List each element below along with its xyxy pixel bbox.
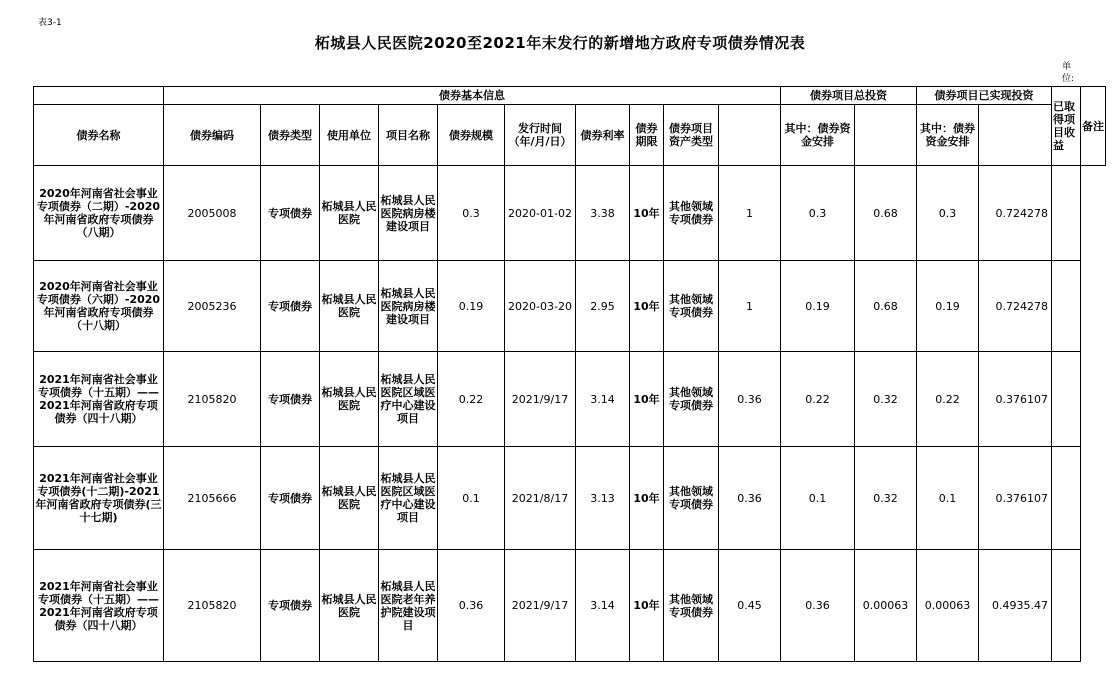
cell-bond-rate: 2.95 [576, 261, 630, 352]
cell-user-unit: 柘城县人民医院 [320, 352, 379, 447]
cell-issue-date: 2020-01-02 [505, 166, 576, 261]
cell-project-name: 柘城县人民医院老年养护院建设项目 [379, 550, 438, 662]
cell-user-unit: 柘城县人民医院 [320, 261, 379, 352]
cell-asset-type: 其他领域专项债券 [664, 261, 719, 352]
cell-asset-type: 其他领域专项债券 [664, 550, 719, 662]
header-bond-scale: 债券规模 [438, 105, 505, 166]
cell-bond-code: 2105820 [164, 550, 261, 662]
cell-user-unit: 柘城县人民医院 [320, 447, 379, 550]
cell-bond-type: 专项债券 [261, 261, 320, 352]
cell-total-bond-funds: 0.36 [781, 550, 855, 662]
cell-total-bond-funds: 0.22 [781, 352, 855, 447]
table-row [34, 261, 1106, 352]
page-title: 柘城县人民医院2020至2021年末发行的新增地方政府专项债券情况表 [314, 34, 806, 52]
header-bond-name: 债券名称 [34, 105, 164, 166]
header-user-unit: 使用单位 [320, 105, 379, 166]
cell-bond-name: 2021年河南省社会事业专项债券（十五期）——2021年河南省政府专项债券（四十八期） [34, 550, 164, 662]
cell-bond-scale: 0.36 [438, 550, 505, 662]
unit-label: 单位: [1062, 62, 1075, 84]
cell-total-investment: 0.36 [719, 447, 781, 550]
cell-bond-scale: 0.19 [438, 261, 505, 352]
header-bond-code: 债券编码 [164, 105, 261, 166]
cell-realized-bond-funds: 0.19 [917, 261, 979, 352]
cell-bond-type: 专项债券 [261, 447, 320, 550]
cell-bond-code: 2005236 [164, 261, 261, 352]
cell-project-name: 柘城县人民医院病房楼建设项目 [379, 166, 438, 261]
cell-bond-rate: 3.14 [576, 352, 630, 447]
header-realized-bond-funds: 其中：债券资金安排 [917, 105, 979, 166]
header-bond-type: 债券类型 [261, 105, 320, 166]
cell-realized-bond-funds: 0.3 [917, 166, 979, 261]
header-issue-date: 发行时间（年/月/日） [505, 105, 576, 166]
cell-remark [1052, 261, 1081, 352]
cell-total-bond-funds: 0.19 [781, 261, 855, 352]
header-total-investment: 债券项目总投资 [781, 87, 917, 105]
cell-realized-bond-funds: 0.1 [917, 447, 979, 550]
cell-realized-bond-funds: 0.22 [917, 352, 979, 447]
cell-bond-name: 2020年河南省社会事业专项债券（二期）-2020年河南省政府专项债券（八期） [34, 166, 164, 261]
header-bond-term: 债券期限 [630, 105, 664, 166]
cell-remark [1052, 550, 1081, 662]
cell-bond-term: 10年 [630, 550, 664, 662]
header-project-name: 项目名称 [379, 105, 438, 166]
sheet-label: 表3-1 [38, 18, 62, 28]
header-blank-cell [34, 87, 164, 105]
cell-bond-rate: 3.14 [576, 550, 630, 662]
cell-bond-term: 10年 [630, 166, 664, 261]
header-asset-type: 债券项目资产类型 [664, 105, 719, 166]
cell-issue-date: 2020-03-20 [505, 261, 576, 352]
header-bond-rate: 债券利率 [576, 105, 630, 166]
cell-total-investment: 0.36 [719, 352, 781, 447]
cell-total-investment: 1 [719, 261, 781, 352]
cell-total-investment: 1 [719, 166, 781, 261]
cell-realized-bond-funds: 0.00063 [917, 550, 979, 662]
cell-bond-name: 2021年河南省社会事业专项债券(十二期)-2021年河南省政府专项债券(三十七期) [34, 447, 164, 550]
cell-bond-name: 2021年河南省社会事业专项债券（十五期）——2021年河南省政府专项债券（四十八期） [34, 352, 164, 447]
header-column-row [34, 105, 1106, 166]
cell-remark [1052, 447, 1081, 550]
cell-income: 0.4935.47 [979, 550, 1052, 662]
header-realized-blank [855, 105, 917, 166]
cell-asset-type: 其他领域专项债券 [664, 166, 719, 261]
cell-user-unit: 柘城县人民医院 [320, 166, 379, 261]
cell-remark [1052, 166, 1081, 261]
header-group-row [34, 87, 1106, 105]
cell-realized-investment: 0.32 [855, 447, 917, 550]
cell-income: 0.724278 [979, 261, 1052, 352]
header-realized-investment: 债券项目已实现投资 [917, 87, 1052, 105]
cell-bond-rate: 3.13 [576, 447, 630, 550]
cell-asset-type: 其他领域专项债券 [664, 447, 719, 550]
cell-bond-type: 专项债券 [261, 352, 320, 447]
cell-user-unit: 柘城县人民医院 [320, 550, 379, 662]
cell-bond-scale: 0.3 [438, 166, 505, 261]
cell-project-name: 柘城县人民医院区域医疗中心建设项目 [379, 447, 438, 550]
cell-total-bond-funds: 0.3 [781, 166, 855, 261]
cell-issue-date: 2021/9/17 [505, 352, 576, 447]
cell-bond-code: 2105666 [164, 447, 261, 550]
table-row [34, 352, 1106, 447]
cell-remark [1052, 352, 1081, 447]
cell-asset-type: 其他领域专项债券 [664, 352, 719, 447]
cell-issue-date: 2021/8/17 [505, 447, 576, 550]
cell-bond-name: 2020年河南省社会事业专项债券（六期）-2020年河南省政府专项债券（十八期） [34, 261, 164, 352]
header-total-bond-funds: 其中：债券资金安排 [781, 105, 855, 166]
cell-total-bond-funds: 0.1 [781, 447, 855, 550]
table-row [34, 447, 1106, 550]
cell-bond-term: 10年 [630, 352, 664, 447]
bond-table [33, 86, 1106, 662]
cell-bond-rate: 3.38 [576, 166, 630, 261]
cell-income: 0.376107 [979, 352, 1052, 447]
cell-bond-term: 10年 [630, 261, 664, 352]
cell-realized-investment: 0.00063 [855, 550, 917, 662]
cell-total-investment: 0.45 [719, 550, 781, 662]
header-total-blank [719, 105, 781, 166]
cell-realized-investment: 0.68 [855, 261, 917, 352]
cell-bond-code: 2105820 [164, 352, 261, 447]
cell-project-name: 柘城县人民医院区域医疗中心建设项目 [379, 352, 438, 447]
cell-issue-date: 2021/9/17 [505, 550, 576, 662]
header-income: 已取得项目收益 [1052, 87, 1081, 166]
cell-bond-type: 专项债券 [261, 550, 320, 662]
cell-income: 0.376107 [979, 447, 1052, 550]
cell-bond-code: 2005008 [164, 166, 261, 261]
cell-bond-type: 专项债券 [261, 166, 320, 261]
header-basic-info: 债券基本信息 [164, 87, 781, 105]
cell-income: 0.724278 [979, 166, 1052, 261]
cell-bond-term: 10年 [630, 447, 664, 550]
cell-realized-investment: 0.32 [855, 352, 917, 447]
table-row [34, 166, 1106, 261]
cell-bond-scale: 0.1 [438, 447, 505, 550]
cell-realized-investment: 0.68 [855, 166, 917, 261]
cell-bond-scale: 0.22 [438, 352, 505, 447]
cell-project-name: 柘城县人民医院病房楼建设项目 [379, 261, 438, 352]
table-row [34, 550, 1106, 662]
header-remark: 备注 [1081, 87, 1106, 166]
